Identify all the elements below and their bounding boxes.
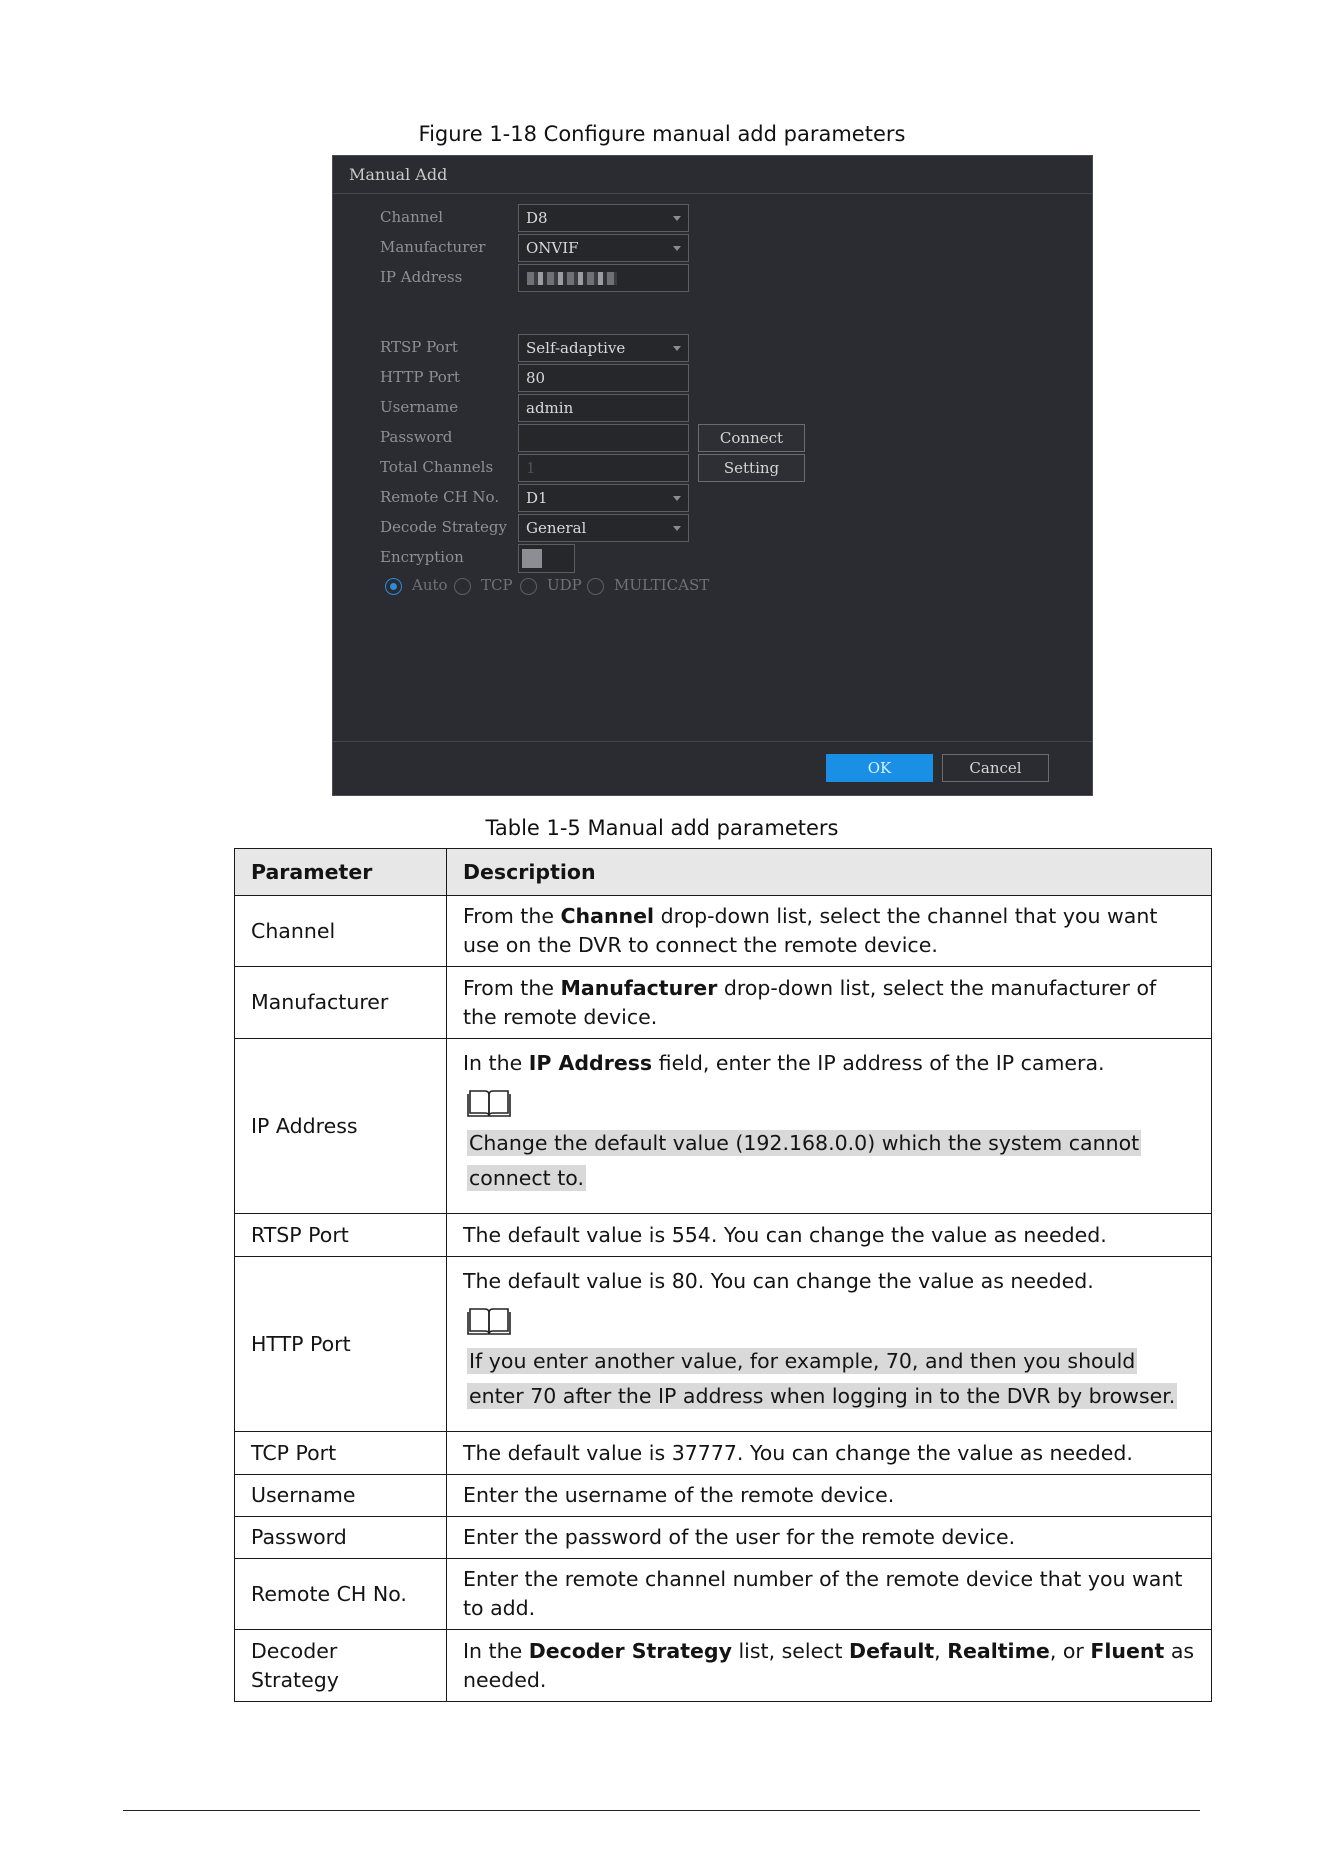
ok-button[interactable]: OK bbox=[826, 754, 933, 782]
desc-text: In the bbox=[463, 1050, 529, 1075]
manufacturer-label: Manufacturer bbox=[380, 238, 486, 256]
encryption-toggle[interactable] bbox=[518, 544, 575, 573]
desc-text: drop-down list, select the manufacturer of the remote device. bbox=[463, 975, 1157, 1029]
remote-ch-label: Remote CH No. bbox=[380, 488, 500, 506]
table-row bbox=[235, 1517, 1212, 1559]
parameters-table-wrapper bbox=[234, 848, 1211, 1702]
book-note-icon bbox=[467, 1306, 511, 1336]
desc-text: as needed. bbox=[463, 1638, 1195, 1692]
setting-button[interactable]: Setting bbox=[698, 454, 805, 482]
rtsp-port-select[interactable]: Self-adaptive bbox=[518, 334, 689, 362]
description-cell bbox=[447, 1630, 1212, 1702]
total-channels-label: Total Channels bbox=[380, 458, 494, 476]
param-cell: Username bbox=[235, 1475, 447, 1517]
desc-text: From the bbox=[463, 975, 561, 1000]
total-channels-input: 1 bbox=[518, 454, 689, 482]
param-cell: Channel bbox=[235, 896, 447, 967]
password-input[interactable] bbox=[518, 424, 689, 452]
channel-label: Channel bbox=[380, 208, 444, 226]
channel-select[interactable]: D8 bbox=[518, 204, 689, 232]
http-port-input[interactable]: 80 bbox=[518, 364, 689, 392]
radio-multicast[interactable] bbox=[587, 578, 604, 595]
table-row bbox=[235, 967, 1212, 1039]
description-cell bbox=[447, 1257, 1212, 1432]
note-text: Change the default value (192.168.0.0) which the system cannot connect to. bbox=[469, 1130, 1140, 1190]
description-cell: Enter the password of the user for the remote device. bbox=[447, 1517, 1212, 1559]
note-block bbox=[463, 1126, 1195, 1204]
remote-ch-select[interactable]: D1 bbox=[518, 484, 689, 512]
table-row bbox=[235, 1475, 1212, 1517]
ip-address-label: IP Address bbox=[380, 268, 463, 286]
table-row bbox=[235, 1630, 1212, 1702]
dialog-title: Manual Add bbox=[333, 156, 1092, 194]
param-cell: Manufacturer bbox=[235, 967, 447, 1039]
encryption-label: Encryption bbox=[380, 548, 464, 566]
radio-udp-label: UDP bbox=[547, 576, 582, 594]
connect-button[interactable]: Connect bbox=[698, 424, 805, 452]
note-text: If you enter another value, for example, 70, and then you should enter 70 after the IP address when logging in to the DVR by browser. bbox=[469, 1348, 1176, 1408]
decode-strategy-select[interactable]: General bbox=[518, 514, 689, 542]
desc-bold: Default bbox=[849, 1638, 935, 1663]
table-header-row bbox=[235, 849, 1212, 896]
desc-text: list, select bbox=[731, 1638, 850, 1663]
description-cell: The default value is 554. You can change the value as needed. bbox=[447, 1214, 1212, 1257]
table-caption: Table 1-5 Manual add parameters bbox=[485, 816, 839, 840]
note-block bbox=[463, 1344, 1195, 1422]
radio-auto-label: Auto bbox=[412, 576, 448, 594]
description-cell bbox=[447, 967, 1212, 1039]
desc-bold: Realtime bbox=[947, 1638, 1050, 1663]
table-row bbox=[235, 1432, 1212, 1475]
book-note-icon bbox=[467, 1088, 511, 1118]
header-parameter: Parameter bbox=[235, 849, 447, 896]
table-row bbox=[235, 1559, 1212, 1630]
description-cell: The default value is 37777. You can change the value as needed. bbox=[447, 1432, 1212, 1475]
param-cell: Password bbox=[235, 1517, 447, 1559]
desc-text: field, enter the IP address of the IP camera. bbox=[652, 1050, 1105, 1075]
cancel-button[interactable]: Cancel bbox=[942, 754, 1049, 782]
radio-auto[interactable] bbox=[385, 578, 402, 595]
description-cell bbox=[447, 896, 1212, 967]
param-cell: Decoder Strategy bbox=[235, 1630, 447, 1702]
manufacturer-select[interactable]: ONVIF bbox=[518, 234, 689, 262]
toggle-knob bbox=[522, 549, 542, 568]
table-row bbox=[235, 1039, 1212, 1214]
desc-text: drop-down list, select the channel that you want use on the DVR to connect the remote device. bbox=[463, 904, 1158, 957]
radio-tcp-label: TCP bbox=[481, 576, 513, 594]
username-input[interactable]: admin bbox=[518, 394, 689, 422]
decode-strategy-label: Decode Strategy bbox=[380, 518, 507, 536]
ip-address-input[interactable] bbox=[518, 264, 689, 292]
description-cell: Enter the username of the remote device. bbox=[447, 1475, 1212, 1517]
table-row bbox=[235, 896, 1212, 967]
param-cell: HTTP Port bbox=[235, 1257, 447, 1432]
desc-text: , bbox=[934, 1638, 948, 1663]
radio-multicast-label: MULTICAST bbox=[614, 576, 710, 594]
param-cell: Remote CH No. bbox=[235, 1559, 447, 1630]
manual-add-dialog bbox=[332, 155, 1093, 796]
radio-tcp[interactable] bbox=[454, 578, 471, 595]
description-cell: Enter the remote channel number of the remote device that you want to add. bbox=[447, 1559, 1212, 1630]
desc-bold: IP Address bbox=[528, 1050, 653, 1075]
table-row bbox=[235, 1257, 1212, 1432]
desc-bold: Manufacturer bbox=[560, 975, 718, 1000]
desc-bold: Channel bbox=[560, 904, 655, 928]
desc-text: In the bbox=[463, 1638, 529, 1663]
redacted-ip-value bbox=[527, 272, 617, 285]
parameters-table bbox=[234, 848, 1212, 1702]
description-cell bbox=[447, 1039, 1212, 1214]
desc-text: The default value is 80. You can change the value as needed. bbox=[463, 1268, 1094, 1293]
protocol-radio-group bbox=[385, 576, 785, 596]
figure-caption: Figure 1-18 Configure manual add parameters bbox=[418, 122, 906, 146]
rtsp-port-label: RTSP Port bbox=[380, 338, 458, 356]
desc-text: From the bbox=[463, 904, 561, 928]
desc-text: , or bbox=[1049, 1638, 1091, 1663]
footer-divider bbox=[123, 1810, 1200, 1811]
password-label: Password bbox=[380, 428, 453, 446]
param-cell: RTSP Port bbox=[235, 1214, 447, 1257]
dialog-footer-divider bbox=[333, 741, 1092, 742]
table-row bbox=[235, 1214, 1212, 1257]
http-port-label: HTTP Port bbox=[380, 368, 460, 386]
param-cell: TCP Port bbox=[235, 1432, 447, 1475]
param-cell: IP Address bbox=[235, 1039, 447, 1214]
desc-bold: Fluent bbox=[1090, 1638, 1165, 1663]
username-label: Username bbox=[380, 398, 459, 416]
radio-udp[interactable] bbox=[520, 578, 537, 595]
header-description: Description bbox=[447, 849, 1212, 896]
desc-bold: Decoder Strategy bbox=[528, 1638, 732, 1663]
